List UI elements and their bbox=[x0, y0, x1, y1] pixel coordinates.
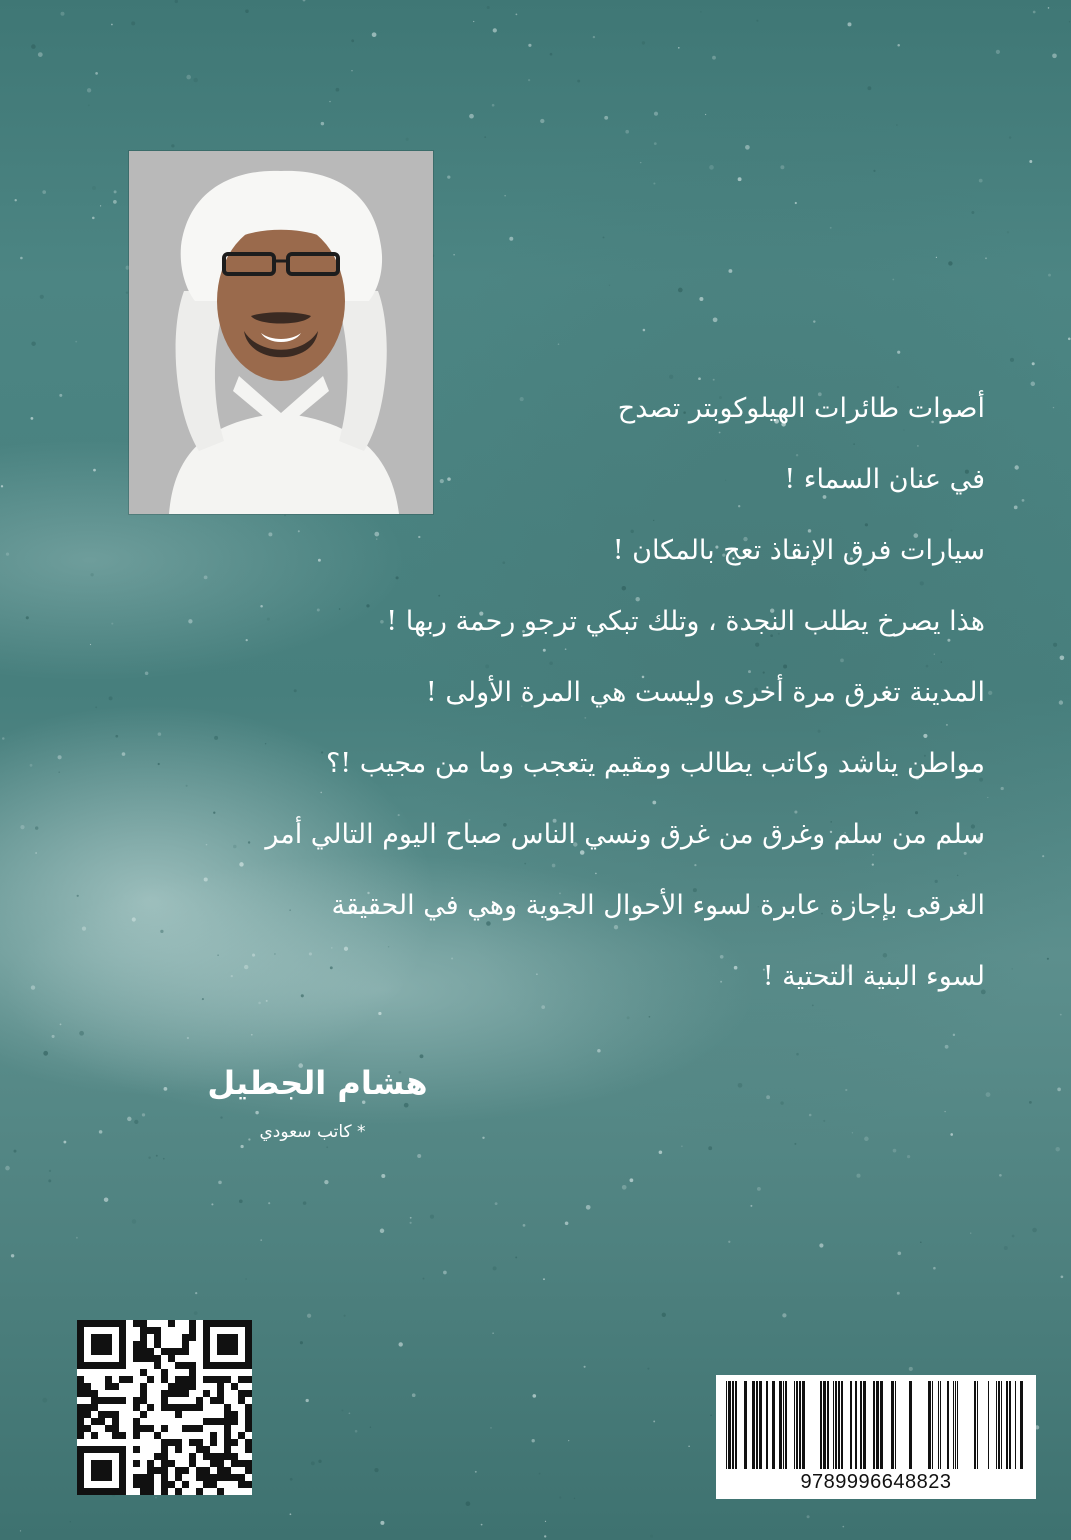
blurb-line: في عنان السماء ! bbox=[784, 464, 985, 495]
blurb-text bbox=[195, 385, 985, 1024]
blurb-line: سلم من سلم وغرق من غرق ونسي الناس صباح اليوم التالي أمر bbox=[265, 819, 985, 850]
isbn-barcode bbox=[716, 1375, 1036, 1499]
author-role: * كاتب سعودي bbox=[259, 1122, 366, 1142]
blurb-line: لسوء البنية التحتية ! bbox=[762, 961, 985, 992]
author-name: هشام الجطيل bbox=[207, 1064, 428, 1102]
blurb-line: الغرقى بإجازة عابرة لسوء الأحوال الجوية وهي في الحقيقة bbox=[331, 890, 985, 921]
isbn-number: 9789996648823 bbox=[800, 1471, 952, 1493]
qr-code bbox=[77, 1320, 252, 1495]
blurb-line: هذا يصرخ يطلب النجدة ، وتلك تبكي ترجو رحمة ربها ! bbox=[386, 606, 985, 637]
blurb-line: سيارات فرق الإنقاذ تعج بالمكان ! bbox=[612, 535, 985, 566]
blurb-line: مواطن يناشد وكاتب يطالب ومقيم يتعجب وما من مجيب !؟ bbox=[325, 748, 985, 779]
blurb-line: المدينة تغرق مرة أخرى وليست هي المرة الأولى ! bbox=[425, 677, 985, 708]
barcode-bars bbox=[726, 1381, 1026, 1471]
blurb-line: أصوات طائرات الهيلوكوبتر تصدح bbox=[617, 393, 985, 424]
